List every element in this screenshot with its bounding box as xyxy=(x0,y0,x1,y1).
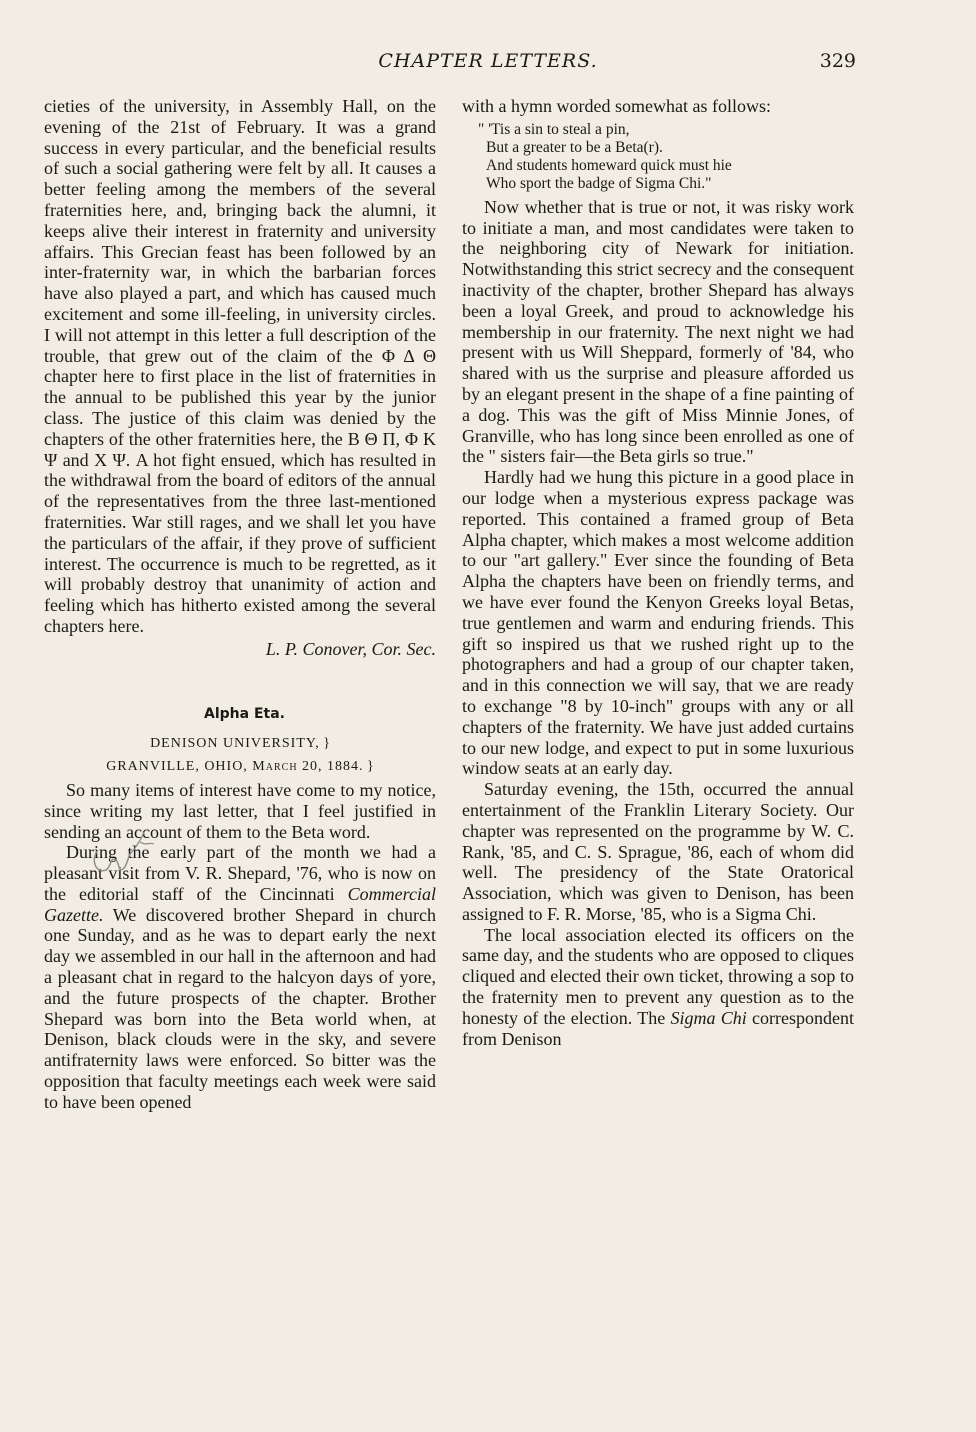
right-paragraph-3: Hardly had we hung this picture in a good place in our lodge when a mysterious express package was reported. This contained a framed group of Beta Alpha chapter, which makes a most welcome addition to our "art gallery." Ever since the founding of Beta Alpha the chapters have been on friendly terms, and we have ever found the Kenyon Greeks loyal Betas, true gentlemen and warm and enduring friends. This gift so inspired us that we rushed right up to the photographers and had a group of our chapter taken, and in this connection we will say, that we are ready to exchange "8 by 10-inch" groups with any or all chapters of the fraternity. We have just added curtains to our new lodge, and expect to put in some luxurious window seats at an early day. xyxy=(462,467,854,779)
hymn-verse xyxy=(478,120,854,193)
p3-post-italic: We xyxy=(103,904,137,925)
page-number: 329 xyxy=(819,50,856,72)
left-paragraph-3b: discovered brother Shepard in church one Sunday, and as he was to depart early the next day we assembled in our hall in the afternoon and had a pleasant chat in regard to the halcyon days of yore, and the future prospects of the chapter. Brother Shepard was born into the Beta world when, at Denison, black clouds were in the sky, and severe antifraternity laws were enforced. So bitter was the opposition that faculty meetings each week were said to have been opened xyxy=(44,904,437,1112)
p3-pre-italic: the Cincinnati xyxy=(224,883,348,904)
location-line-1: DENISON UNIVERSITY, } xyxy=(150,736,330,752)
right-paragraph-2: Now whether that is true or not, it was risky work to initiate a man, and most candidates were taken to the neighboring city of Newark for initiation. Notwithstanding this strict secrecy and the consequent inactivity of the chapter, brother Shepard has always been a loyal Greek, and proud to acknowledge his membership in our fraternity. The next night we had present with us Will Sheppard, formerly of '84, who shared with us the surprise and pleasure afforded us by an elegant present in the shape of a fine painting of a dog. This was the gift of Miss Minnie Jones, of Granville, who has long since been enrolled as one of the " sisters fair—the Beta girls so true." xyxy=(462,196,854,467)
running-title: CHAPTER LETTERS. xyxy=(378,50,598,72)
p5-post-italic: correspondent from Denison xyxy=(462,1007,854,1049)
signature: L. P. Conover, Cor. Sec. xyxy=(265,638,436,659)
left-paragraph-2: So many items of interest have come to my notice, since writing my last letter, that I feel justified in sending an account of them to the Beta word. xyxy=(44,779,436,842)
left-paragraph-1: cieties of the university, in Assembly Hall, on the evening of the 21st of February. It was a grand success in every particular, and the beneficial results of such a social gathering were felt by all. It causes a better feeling among the members of the several fraternities here, and, bringing back the alumni, it keeps alive their interest in fraternity and university affairs. This Grecian feast has been followed by an inter-fraternity war, in which the barbarian forces have also played a part, and which has caused much excitement and some ill-feeling, in university circles. I will not attempt in this letter a full description of the trouble, that grew out of the claim of the Φ Δ Θ chapter here to first place in the list of fraternities in the annual to be published this year by the junior class. The justice of this claim was denied by the chapters of the other fraternities here, the Β Θ Π, Φ Κ Ψ and Χ Ψ. A hot fight ensued, which has resulted in the withdrawal from the board of editors of the annual of the representatives from the three last-mentioned fraternities. War still rages, and we shall let you have the particulars of the affair, if they prove of sufficient interest. The occurrence is much to be regretted, as it will probably destroy that unanimity of action and feeling which has hitherto existed among the several chapters here. xyxy=(44,96,436,636)
fraternity-name: Sigma Chi xyxy=(670,1007,747,1028)
location-university: DENISON UNIVERSITY, xyxy=(150,736,320,752)
right-paragraph-5-lines: The local association elected its officers on the same day, and the students who are opposed to cliques cliqued and elected their own ticket, throwing a sop to the fraternity men to prevent any question as to the honesty of the election. The xyxy=(462,924,854,1028)
right-paragraph-4: Saturday evening, the 15th, occurred the annual entertainment of the Franklin Literary Society. Our chapter was represented on the programme by W. C. Rank, '85, and C. S. Sprague, '86, each of whom did well. The presidency of the State Oratorical Association, which was given to Denison, has been assigned to F. R. Morse, '85, who is a Sigma Chi. xyxy=(462,779,854,924)
right-column xyxy=(462,96,854,1049)
verse-line: And students homeward quick must hie xyxy=(486,156,732,174)
verse-line: But a greater to be a Beta(r). xyxy=(486,138,663,156)
left-paragraph-3a: During the early part of the month we had a pleasant visit from V. R. Shepard, '76, who is now on the editorial staff of xyxy=(44,842,436,904)
right-paragraph-1: with a hymn worded somewhat as follows: xyxy=(462,96,771,116)
location-line-2: GRANVILLE, OHIO, March 20, 1884. } xyxy=(106,759,374,775)
verse-line: Who sport the badge of Sigma Chi." xyxy=(486,174,712,192)
location-date: GRANVILLE, OHIO, March 20, 1884. xyxy=(106,759,364,775)
pencil-annotation-icon xyxy=(88,830,168,888)
newspaper-title: Commercial Gazette. xyxy=(44,883,436,925)
verse-line: " 'Tis a sin to steal a pin, xyxy=(478,120,630,138)
left-column xyxy=(44,96,436,1113)
right-paragraph-5 xyxy=(462,925,854,1050)
section-title: Alpha Eta. xyxy=(204,705,285,722)
